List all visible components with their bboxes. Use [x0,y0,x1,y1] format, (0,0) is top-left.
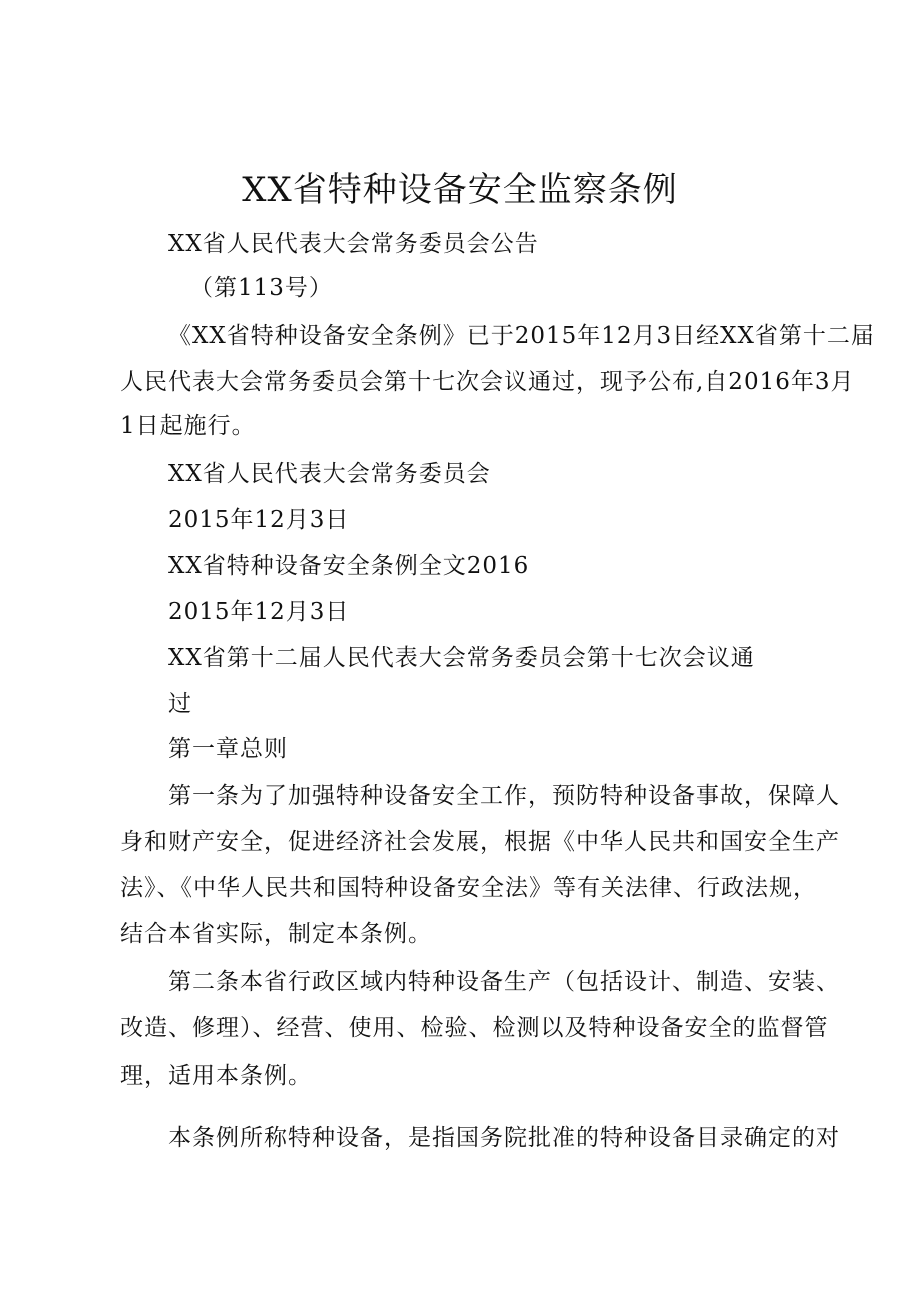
announcement-body-line: 《XX省特种设备安全条例》已于2015年12月3日经XX省第十二届 [168,323,875,349]
article-1-line: 结合本省实际，制定本条例。 [120,921,432,947]
announcement-number: （第113号） [190,275,333,301]
adoption-date: 2015年12月3日 [168,599,350,625]
signature-org: XX省人民代表大会常务委员会 [168,461,491,487]
signature-date: 2015年12月3日 [168,507,350,533]
document-title: XX省特种设备安全监察条例 [242,170,678,210]
article-2-line: 第二条本省行政区域内特种设备生产（包括设计、制造、安装、 [168,969,840,995]
fulltext-heading: XX省特种设备安全条例全文2016 [168,553,530,579]
announcement-body-line: 人民代表大会常务委员会第十七次会议通过，现予公布,自2016年3月 [120,369,855,395]
announcement-header: XX省人民代表大会常务委员会公告 [168,231,539,257]
adoption-note-line: XX省第十二届人民代表大会常务委员会第十七次会议通 [168,645,755,671]
article-2-para2-line: 本条例所称特种设备，是指国务院批准的特种设备目录确定的对 [168,1125,840,1151]
chapter-heading: 第一章总则 [168,736,288,762]
article-1-line: 法》、《中华人民共和国特种设备安全法》等有关法律、行政法规， [120,875,817,901]
article-1-line: 身和财产安全，促进经济社会发展，根据《中华人民共和国安全生产 [120,829,840,855]
adoption-note-line: 过 [168,691,192,717]
article-2-line: 理，适用本条例。 [120,1063,312,1089]
announcement-body-line: 1日起施行。 [120,413,256,439]
article-2-line: 改造、修理）、经营、使用、检验、检测以及特种设备安全的监督管 [120,1015,829,1041]
article-1-line: 第一条为了加强特种设备安全工作，预防特种设备事故，保障人 [168,783,840,809]
